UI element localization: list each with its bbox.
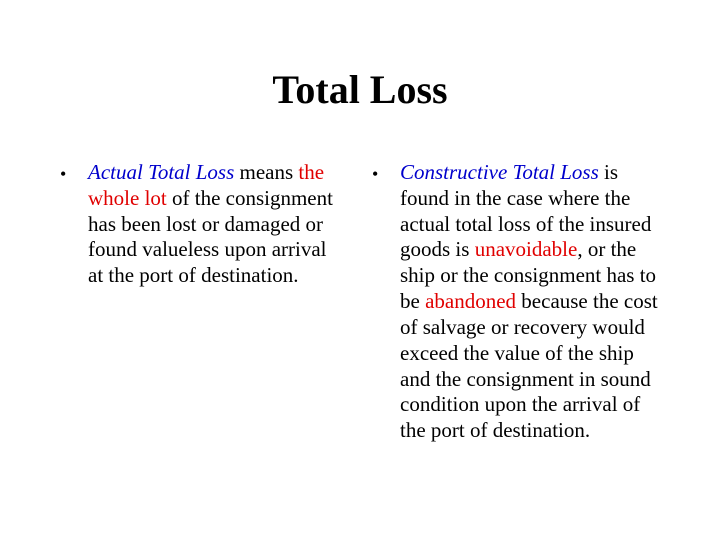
slide-title: Total Loss [272, 67, 448, 112]
term-actual-total-loss: Actual Total Loss [88, 160, 235, 184]
bullet-text [400, 160, 664, 444]
left-column [60, 160, 345, 289]
term-constructive-total-loss: Constructive Total Loss [400, 160, 599, 184]
right-column [372, 160, 664, 444]
text-segment: , or the ship or the consignment has to be [400, 237, 657, 314]
highlight-the-whole-lot: the whole lot [88, 160, 325, 210]
text-segment: of the consignment has been lost or damaged or found valueless upon arrival at the port of destination. [88, 185, 333, 288]
bullet-item-actual-total-loss [60, 160, 345, 289]
bullet-text [88, 160, 345, 289]
text-segment: because the cost of salvage or recovery would exceed the value of the ship and the consignment in sound condition upon the arrival of the port of destination. [400, 289, 658, 443]
bullet-marker: • [60, 164, 67, 184]
text-segment: is found in the case where the actual total loss of the insured goods is [400, 160, 652, 262]
highlight-unavoidable: unavoidable [474, 237, 578, 262]
highlight-abandoned: abandoned [425, 289, 517, 314]
bullet-item-constructive-total-loss [372, 160, 664, 444]
text-segment: means [234, 160, 299, 184]
bullet-marker: • [372, 164, 379, 184]
